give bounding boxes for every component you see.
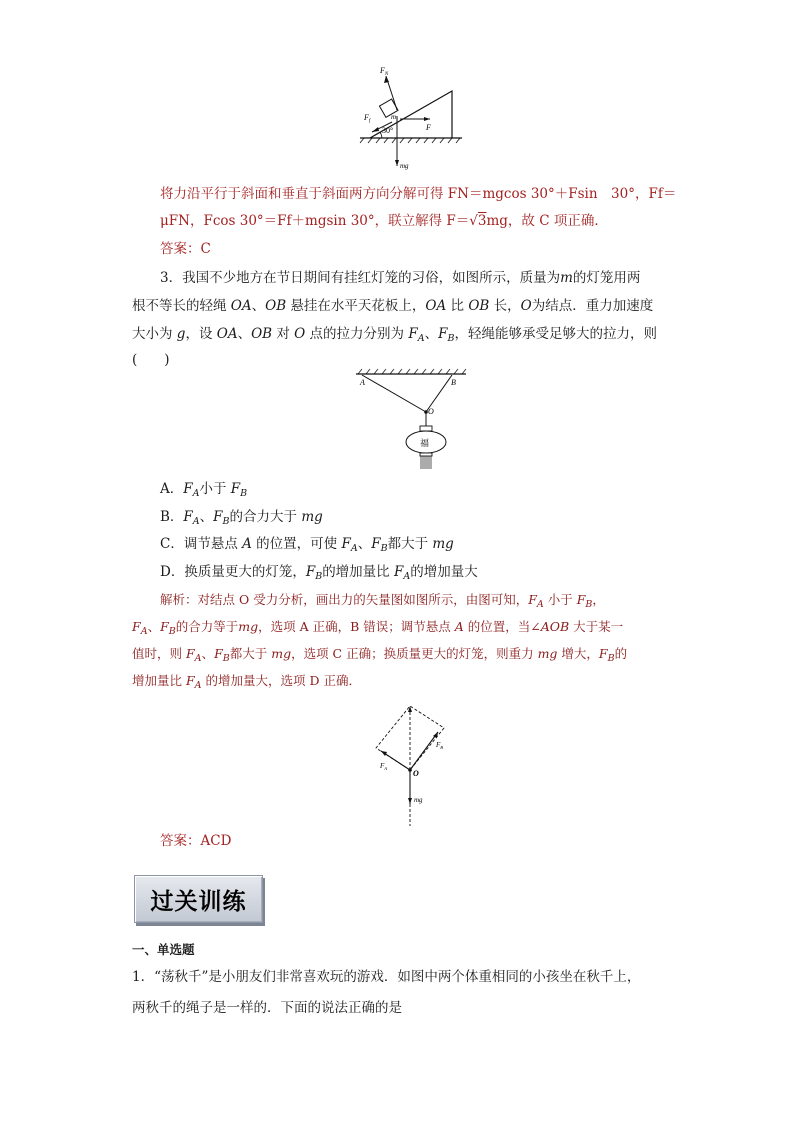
single-choice-q1-line-1: 1．“荡秋千”是小朋友们非常喜欢玩的游戏．如图中两个体重相同的小孩坐在秋千上， <box>132 969 641 985</box>
section-title-badge <box>134 875 263 923</box>
angle-label: 30° <box>382 126 394 135</box>
solution-line-1: 将力沿平行于斜面和垂直于斜面两方向分解可得 FN＝mgcos 30°＋Fsin 30°，Ff＝ <box>160 186 677 202</box>
analysis-line-3: 值时，则 $F_A$、$F_B$都大于 mg，选项 C 正确；换质量更大的灯笼，则重力 mg 增大，$F_B$的 <box>132 646 628 664</box>
vector-diagram <box>366 700 466 828</box>
subsection-title: 一、单选题 <box>132 942 195 957</box>
option-c[interactable]: C．调节悬点 A 的位置，可使 $F_A$、$F_B$都大于 mg <box>160 536 454 554</box>
answer-1: 答案：C <box>160 241 211 257</box>
question-3-line-3: 大小为 g，设 OA、OB 对 O 点的拉力分别为 $F_A$、$F_B$，轻绳能够承受足够大的拉力，则 <box>132 326 657 344</box>
analysis-line-4: 增加量比 $F_A$ 的增加量大，选项 D 正确． <box>132 673 361 691</box>
sqrt-sign: √ <box>469 213 478 229</box>
lantern-cap <box>420 426 432 431</box>
analysis-line-1: 解析：对结点 O 受力分析，画出力的矢量图如图所示，由图可知，$F_A$ 小于 $F_B$， <box>160 592 605 610</box>
label-b: B <box>451 378 456 387</box>
incline-force-diagram <box>360 64 470 174</box>
question-3-bracket: ( ) <box>132 352 170 368</box>
lantern-base <box>420 453 432 456</box>
solution-text: μFN，Fcos 30°＝Ff＋mgsin 30°，联立解得 F＝ <box>160 213 470 229</box>
lantern-tassel <box>421 456 431 469</box>
question-3-line-1: 3．我国不少地方在节日期间有挂红灯笼的习俗，如图所示，质量为m的灯笼用两 <box>160 270 641 286</box>
label-fu: 福 <box>420 438 430 448</box>
solution-line-2 <box>160 207 608 235</box>
ceiling-hatch <box>358 369 466 374</box>
section-title: 过关训练 <box>150 888 247 915</box>
fb-arrow <box>410 732 438 770</box>
option-a[interactable]: A．$F_A$小于 $F_B$ <box>160 481 248 499</box>
f-label: F <box>426 123 431 132</box>
single-choice-q1-line-2: 两秋千的绳子是一样的．下面的说法正确的是 <box>132 1000 402 1016</box>
option-d[interactable]: D．换质量更大的灯笼，$F_B$的增加量比 $F_A$的增加量大 <box>160 564 478 582</box>
sqrt-radicand: 3 <box>477 213 487 229</box>
fb-label: $F_B$ <box>436 741 444 750</box>
label-a: A <box>360 378 365 387</box>
rope-oa <box>362 375 426 412</box>
question-3-line-2: 根不等长的轻绳 OA、OB 悬挂在水平天花板上，OA 比 OB 长，O为结点．重力加速度 <box>132 298 654 314</box>
fa-label: $F_A$ <box>380 762 388 771</box>
option-b[interactable]: B．$F_A$、$F_B$的合力大于 mg <box>160 509 323 527</box>
solution-text-end: mg，故 C 项正确． <box>486 213 608 229</box>
ground-hatch <box>360 138 460 143</box>
mg-label: mg <box>400 162 409 170</box>
answer-3: 答案：ACD <box>160 833 232 849</box>
o-label: O <box>413 769 419 778</box>
ff-label: $F_f$ <box>364 113 371 124</box>
lantern-diagram <box>356 368 466 478</box>
point-o <box>408 768 412 772</box>
analysis-line-2: $F_A$、$F_B$的合力等于mg，选项 A 正确，B 错误；调节悬点 A 的位置，当∠AOB 大于某一 <box>132 619 624 637</box>
label-o: O <box>428 407 434 416</box>
m-label: m <box>391 113 397 121</box>
fn-label: $F_N$ <box>380 66 389 77</box>
mg-label-vec: mg <box>414 796 423 804</box>
